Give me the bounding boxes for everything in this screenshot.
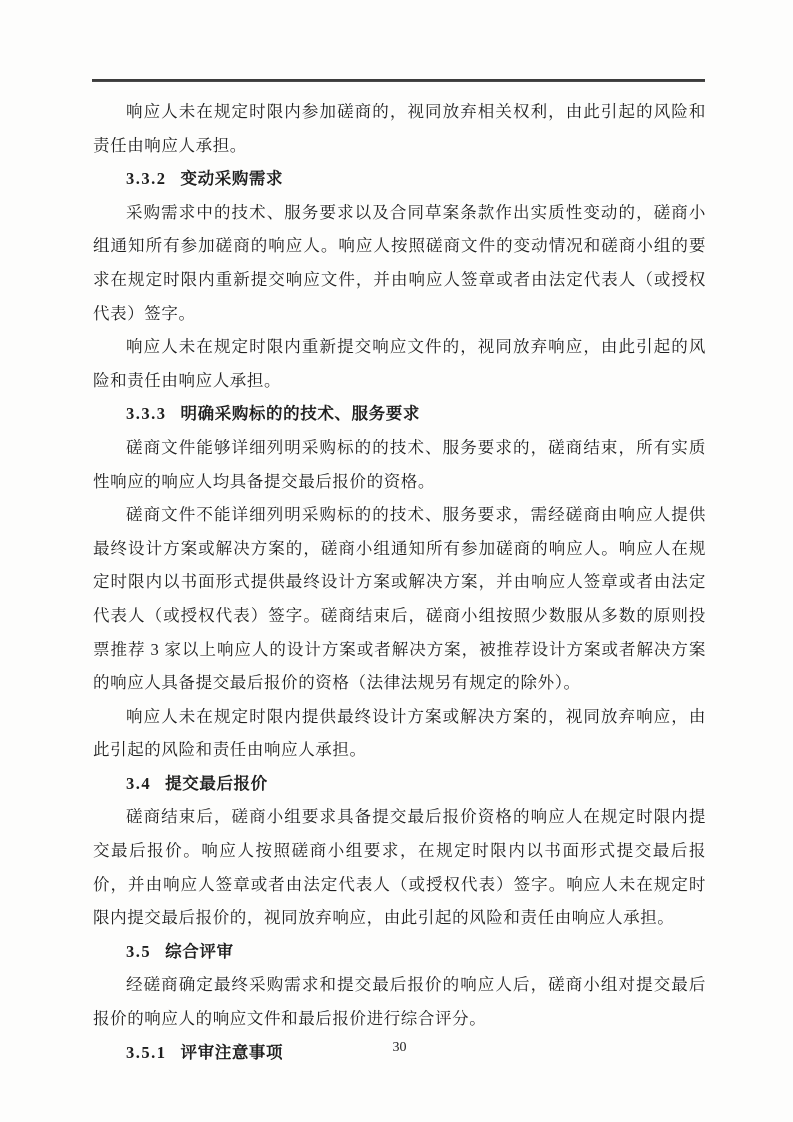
section-number: 3.5.1 bbox=[126, 1042, 167, 1062]
section-heading-3-3-3 bbox=[93, 397, 706, 431]
page-body bbox=[93, 95, 706, 1069]
paragraph: 响应人未在规定时限内参加磋商的，视同放弃相关权利，由此引起的风险和责任由响应人承担。 bbox=[93, 102, 706, 155]
section-heading-3-4 bbox=[93, 767, 706, 801]
paragraph: 磋商结束后，磋商小组要求具备提交最后报价资格的响应人在规定时限内提交最后报价。响应人按照磋商小组要求，在规定时限内以书面形式提交最后报价，并由响应人签章或者由法定代表人（或授权代表）签字。响应人未在规定时限内提交最后报价的，视同放弃响应，由此引起的风险和责任由响应人承担。 bbox=[93, 807, 706, 928]
paragraph: 采购需求中的技术、服务要求以及合同草案条款作出实质性变动的，磋商小组通知所有参加磋商的响应人。响应人按照磋商文件的变动情况和磋商小组的要求在规定时限内重新提交响应文件，并由响应人签章或者由法定代表人（或授权代表）签字。 bbox=[93, 202, 706, 323]
section-title: 评审注意事项 bbox=[180, 1042, 284, 1062]
paragraph: 响应人未在规定时限内提供最终设计方案或解决方案的，视同放弃响应，由此引起的风险和责任由响应人承担。 bbox=[93, 706, 706, 760]
paragraph: 磋商文件能够详细列明采购标的的技术、服务要求的，磋商结束，所有实质性响应的响应人均具备提交最后报价的资格。 bbox=[93, 437, 706, 491]
section-heading-3-3-2 bbox=[93, 162, 706, 196]
page-footer bbox=[93, 1040, 706, 1056]
section-number: 3.3.2 bbox=[126, 169, 167, 189]
paragraph: 经磋商确定最终采购需求和提交最后报价的响应人后，磋商小组对提交最后报价的响应人的响应文件和最后报价进行综合评分。 bbox=[93, 975, 706, 1029]
paragraph: 响应人未在规定时限内重新提交响应文件的，视同放弃响应，由此引起的风险和责任由响应人承担。 bbox=[93, 337, 706, 390]
paragraph: 磋商文件不能详细列明采购标的的技术、服务要求，需经磋商由响应人提供最终设计方案或解决方案的，磋商小组通知所有参加磋商的响应人。响应人在规定时限内以书面形式提供最终设计方案或解决方案，并由响应人签章或者由法定代表人（或授权代表）签字。磋商结束后，磋商小组按照少数服从多数的原则投票推荐 3 家以上响应人的设计方案或者解决方案，被推荐设计方案或者解决方案的响应人具备提交最后报价的资格（法律法规另有规定的除外）。 bbox=[93, 505, 706, 693]
header-rule bbox=[92, 79, 705, 82]
section-number: 3.5 bbox=[126, 941, 152, 961]
section-heading-3-5 bbox=[93, 935, 706, 969]
section-title: 提交最后报价 bbox=[165, 773, 268, 793]
section-title: 综合评审 bbox=[165, 941, 234, 961]
section-number: 3.3.3 bbox=[126, 404, 167, 424]
section-number: 3.4 bbox=[126, 773, 152, 793]
section-title: 变动采购需求 bbox=[180, 169, 284, 189]
section-title: 明确采购标的的技术、服务要求 bbox=[180, 404, 420, 424]
page-number: 30 bbox=[392, 1040, 407, 1055]
